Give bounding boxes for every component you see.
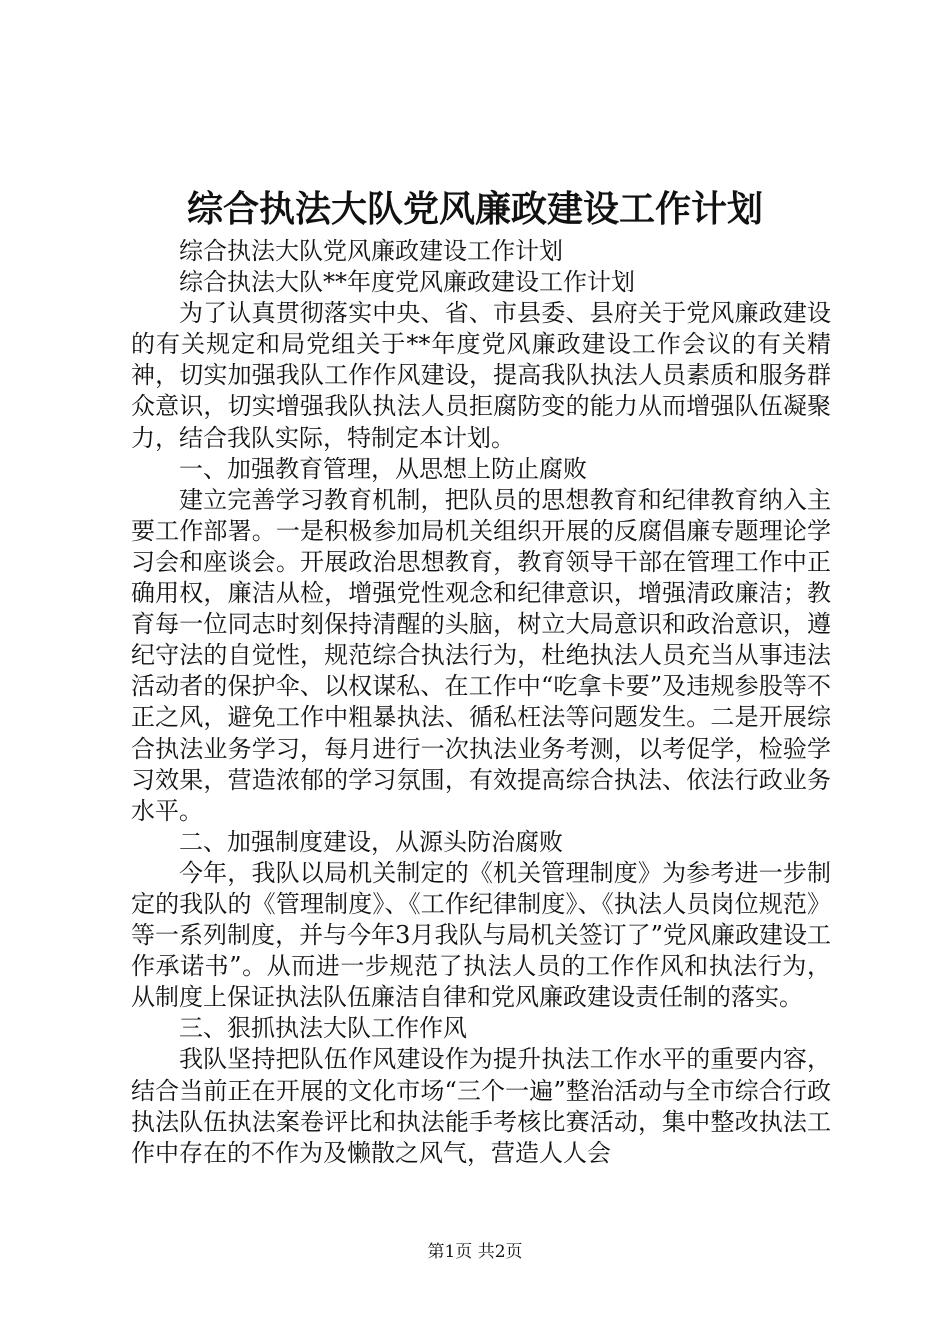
subtitle-line: 综合执法大队**年度党风廉政建设工作计划	[179, 268, 635, 297]
document-title: 综合执法大队党风廉政建设工作计划	[186, 188, 763, 230]
subtitle-line: 综合执法大队党风廉政建设工作计划	[179, 237, 563, 265]
body-paragraph: 我队坚持把队伍作风建设作为提升执法工作水平的重要内容，结合当前正在开展的文化市场“三个一遍”整治活动与全市综合行政执法队伍执法案卷评比和执法能手考核比赛活动，集中整改执法工作中存在的不作为及懒散之风气，营造人人会	[131, 1045, 831, 1167]
document-body	[131, 236, 831, 1169]
page-number-footer: 第1页 共2页	[427, 1242, 523, 1262]
section-heading: 一、加强教育管理，从思想上防止腐败	[179, 454, 587, 483]
intro-paragraph: 为了认真贯彻落实中央、省、市县委、县府关于党风廉政建设的有关规定和局党组关于**年度党风廉政建设工作会议的有关精神，切实加强我队工作作风建设，提高我队执法人员素质和服务群众意识，切实增强我队执法人员拒腐防变的能力从而增强队伍凝聚力，结合我队实际，特制定本计划。	[131, 299, 831, 452]
body-paragraph: 建立完善学习教育机制，把队员的思想教育和纪律教育纳入主要工作部署。一是积极参加局机关组织开展的反腐倡廉专题理论学习会和座谈会。开展政治思想教育，教育领导干部在管理工作中正确用权，廉洁从检，增强党性观念和纪律意识，增强清政廉洁；教育每一位同志时刻保持清醒的头脑，树立大局意识和政治意识，遵纪守法的自觉性，规范综合执法行为，杜绝执法人员充当从事违法活动者的保护伞、以权谋私、在工作中“吃拿卡要”及违规参股等不正之风，避免工作中粗暴执法、循私枉法等问题发生。二是开展综合执法业务学习，每月进行一次执法业务考测，以考促学，检验学习效果，营造浓郁的学习氛围，有效提高综合执法、依法行政业务水平。	[131, 485, 831, 825]
section-heading: 三、狠抓执法大队工作作风	[179, 1014, 467, 1043]
section-heading: 二、加强制度建设，从源头防治腐败	[179, 827, 563, 856]
body-paragraph: 今年，我队以局机关制定的《机关管理制度》为参考进一步制定的我队的《管理制度》、《工作纪律制度》、《执法人员岗位规范》等一系列制度，并与今年3月我队与局机关签订了”党风廉政建设工作承诺书”。从而进一步规范了执法人员的工作作风和执法行为，从制度上保证执法队伍廉洁自律和党风廉政建设责任制的落实。	[131, 858, 831, 1012]
